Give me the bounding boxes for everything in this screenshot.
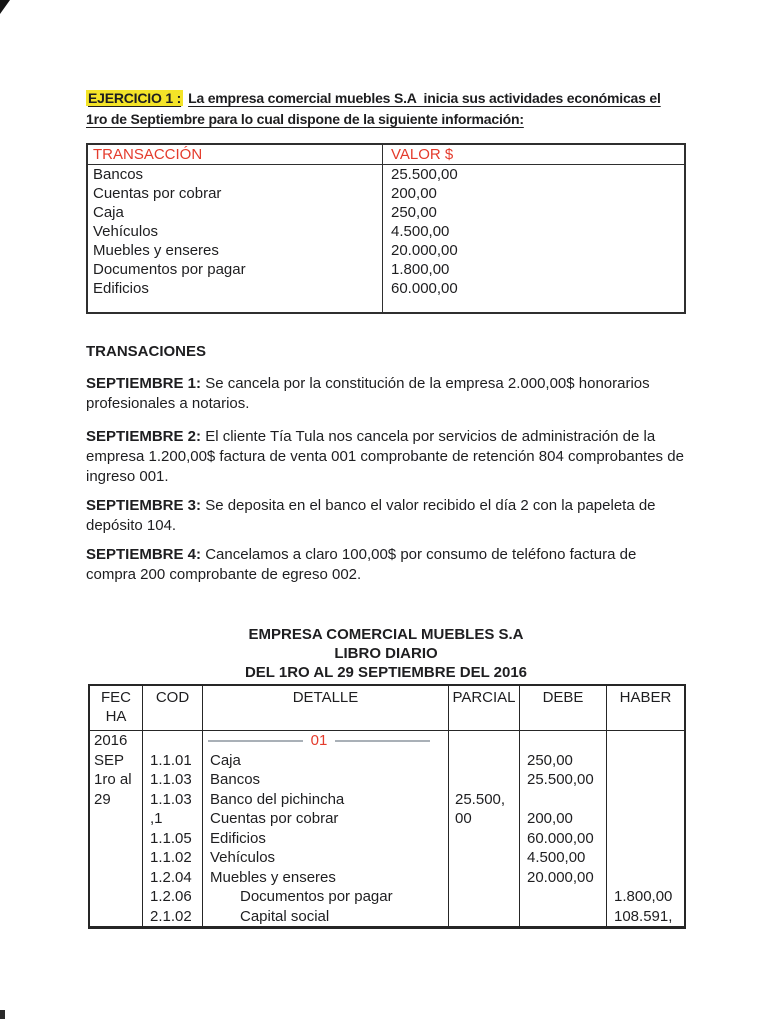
journal-cell-detalle: Muebles y enseres — [203, 868, 449, 888]
exercise-number-label: EJERCICIO 1 : — [88, 90, 182, 106]
journal-cell-haber — [607, 848, 684, 868]
transaction-paragraph-4 — [86, 545, 686, 585]
journal-cell-cod: 1.1.05 — [143, 829, 203, 849]
scan-artifact-bottom-left — [0, 1010, 5, 1019]
journal-cell-detalle: Edificios — [203, 829, 449, 849]
journal-cell-detalle: Vehículos — [203, 848, 449, 868]
journal-cell-fecha: 1ro al — [90, 770, 143, 790]
journal-cell-debe — [520, 887, 607, 907]
journal-cell-haber — [607, 809, 684, 829]
journal-cell-cod: 2.1.02 — [143, 907, 203, 927]
journal-cell-parcial — [449, 868, 520, 888]
journal-cell-cod: 1.1.02 — [143, 848, 203, 868]
scan-artifact-top-left — [0, 0, 10, 14]
document-content — [86, 88, 688, 929]
account-value: 20.000,00 — [382, 241, 684, 260]
journal-cell-debe: 200,00 — [520, 809, 607, 829]
journal-row — [90, 790, 684, 810]
journal-cell-debe — [520, 790, 607, 810]
journal-cell-debe: 60.000,00 — [520, 829, 607, 849]
journal-cell-parcial — [449, 887, 520, 907]
journal-cell-fecha: 2016 — [90, 731, 143, 751]
journal-cell-parcial — [449, 848, 520, 868]
journal-cell-parcial — [449, 907, 520, 927]
transaction-date-label: SEPTIEMBRE 2: — [86, 428, 202, 445]
journal-cell-haber — [607, 868, 684, 888]
journal-header-row — [90, 686, 684, 731]
journal-cell-detalle: Banco del pichincha — [203, 790, 449, 810]
account-name: Muebles y enseres — [93, 242, 219, 259]
account-name: Caja — [93, 204, 124, 221]
journal-cell-cod: 1.1.03 — [143, 790, 203, 810]
book-title: LIBRO DIARIO — [334, 645, 438, 662]
journal-cell-haber: 108.591, — [614, 907, 673, 925]
initial-table-header-row — [88, 145, 684, 165]
journal-cell-detalle: Caja — [203, 751, 449, 771]
journal-row — [90, 907, 684, 927]
column-header-valor: VALOR $ — [382, 145, 684, 164]
journal-cell-debe: 250,00 — [520, 751, 607, 771]
period-label: DEL 1RO AL 29 SEPTIEMBRE DEL 2016 — [244, 664, 528, 681]
table-spacer-row — [88, 298, 684, 312]
journal-cell-haber: 1.800,00 — [614, 888, 673, 905]
journal-cell-fecha — [90, 829, 143, 849]
account-name: Cuentas por cobrar — [93, 185, 222, 202]
journal-cell-debe — [520, 907, 607, 927]
transaction-text: Se cancela por la constitución de la empresa 2.000,00$ honorarios profesionales a notarios. — [86, 375, 650, 412]
account-value: 250,00 — [382, 203, 684, 222]
transaction-paragraph-3 — [86, 496, 686, 536]
table-row — [88, 184, 684, 203]
table-row — [88, 203, 684, 222]
exercise-title-text: La empresa comercial muebles S.A inicia sus actividades económicas el — [188, 90, 661, 106]
journal-cell-detalle: Cuentas por cobrar — [203, 809, 449, 829]
journal-cell-debe: 20.000,00 — [520, 868, 607, 888]
journal-cell-cod: ,1 — [143, 809, 203, 829]
journal-cell-haber — [607, 829, 684, 849]
journal-row — [90, 848, 684, 868]
journal-row — [90, 809, 684, 829]
column-header-detalle: DETALLE — [203, 686, 449, 730]
journal-row — [90, 731, 684, 751]
journal-row — [90, 868, 684, 888]
journal-cell-cod: 1.1.03 — [143, 770, 203, 790]
exercise-title-line-1 — [86, 88, 688, 109]
column-header-debe: DEBE — [520, 686, 607, 730]
journal-cell-debe: 25.500,00 — [520, 770, 607, 790]
journal-cell-parcial — [449, 770, 520, 790]
column-header-fecha: FECHA — [90, 686, 143, 730]
transaction-date-label: SEPTIEMBRE 1: — [86, 375, 202, 392]
journal-cell-debe: 4.500,00 — [520, 848, 607, 868]
journal-row — [90, 887, 684, 907]
account-value: 200,00 — [382, 184, 684, 203]
transaction-text: El cliente Tía Tula nos cancela por servicios de administración de la empresa 1.200,00$ factura de venta 001 comprobante de retención 804 comprobantes de ingreso 001. — [86, 428, 684, 485]
table-row — [88, 222, 684, 241]
journal-cell-fecha — [90, 868, 143, 888]
account-name: Edificios — [93, 280, 149, 297]
account-value: 4.500,00 — [382, 222, 684, 241]
transaction-paragraph-2 — [86, 427, 686, 487]
table-row — [88, 241, 684, 260]
transactions-heading: TRANSACIONES — [86, 343, 207, 360]
journal-row — [90, 829, 684, 849]
journal-table — [88, 684, 686, 929]
journal-cell-detalle: Bancos — [203, 770, 449, 790]
journal-cell-fecha: SEP — [90, 751, 143, 771]
journal-cell-haber — [607, 731, 684, 751]
journal-cell-cod — [143, 731, 203, 751]
journal-body — [90, 731, 684, 926]
journal-row — [90, 770, 684, 790]
column-header-haber: HABER — [619, 689, 672, 706]
journal-cell-cod: 1.2.04 — [143, 868, 203, 888]
account-value: 25.500,00 — [382, 165, 684, 184]
transaction-paragraph-1 — [86, 374, 686, 414]
column-header-parcial: PARCIAL — [449, 686, 520, 730]
account-name: Bancos — [93, 166, 144, 183]
journal-cell-fecha — [90, 848, 143, 868]
journal-cell-cod: 1.2.06 — [143, 887, 203, 907]
journal-cell-parcial: 00 — [449, 809, 520, 829]
account-name: Documentos por pagar — [93, 261, 246, 278]
account-name: Vehículos — [93, 223, 159, 240]
journal-cell-fecha — [90, 907, 143, 927]
journal-cell-debe — [520, 731, 607, 751]
journal-cell-haber — [607, 770, 684, 790]
journal-cell-fecha — [90, 887, 143, 907]
table-row — [88, 165, 684, 184]
initial-balances-table — [86, 143, 686, 314]
company-name: EMPRESA COMERCIAL MUEBLES S.A — [248, 626, 524, 643]
journal-cell-parcial — [449, 829, 520, 849]
journal-cell-fecha — [90, 809, 143, 829]
journal-cell-cod: 1.1.01 — [143, 751, 203, 771]
entry-divider-line-left — [208, 740, 303, 742]
journal-row — [90, 751, 684, 771]
column-header-transaccion: TRANSACCIÓN — [93, 146, 203, 163]
transaction-text: Se deposita en el banco el valor recibido el día 2 con la papeleta de depósito 104. — [86, 497, 656, 534]
table-row — [88, 260, 684, 279]
exercise-title — [86, 88, 688, 130]
journal-cell-detalle: Documentos por pagar — [203, 887, 449, 907]
journal-entry-divider — [203, 731, 449, 751]
journal-cell-parcial — [449, 731, 520, 751]
column-header-cod: COD — [143, 686, 203, 730]
journal-cell-fecha: 29 — [90, 790, 143, 810]
entry-divider-line-right — [335, 740, 430, 742]
exercise-title-line-2: 1ro de Septiembre para lo cual dispone de la siguiente información: — [86, 111, 524, 127]
transaction-date-label: SEPTIEMBRE 4: — [86, 546, 202, 563]
account-value: 60.000,00 — [382, 279, 684, 298]
table-row — [88, 279, 684, 298]
account-value: 1.800,00 — [382, 260, 684, 279]
journal-cell-haber — [607, 751, 684, 771]
transaction-text: Cancelamos a claro 100,00$ por consumo de teléfono factura de compra 200 comprobante de egreso 002. — [86, 546, 637, 583]
entry-number: 01 — [310, 732, 328, 749]
transaction-date-label: SEPTIEMBRE 3: — [86, 497, 202, 514]
journal-cell-detalle: Capital social — [203, 907, 449, 927]
journal-cell-haber — [607, 790, 684, 810]
journal-cell-parcial: 25.500, — [449, 790, 520, 810]
journal-heading — [86, 625, 686, 682]
journal-cell-parcial — [449, 751, 520, 771]
